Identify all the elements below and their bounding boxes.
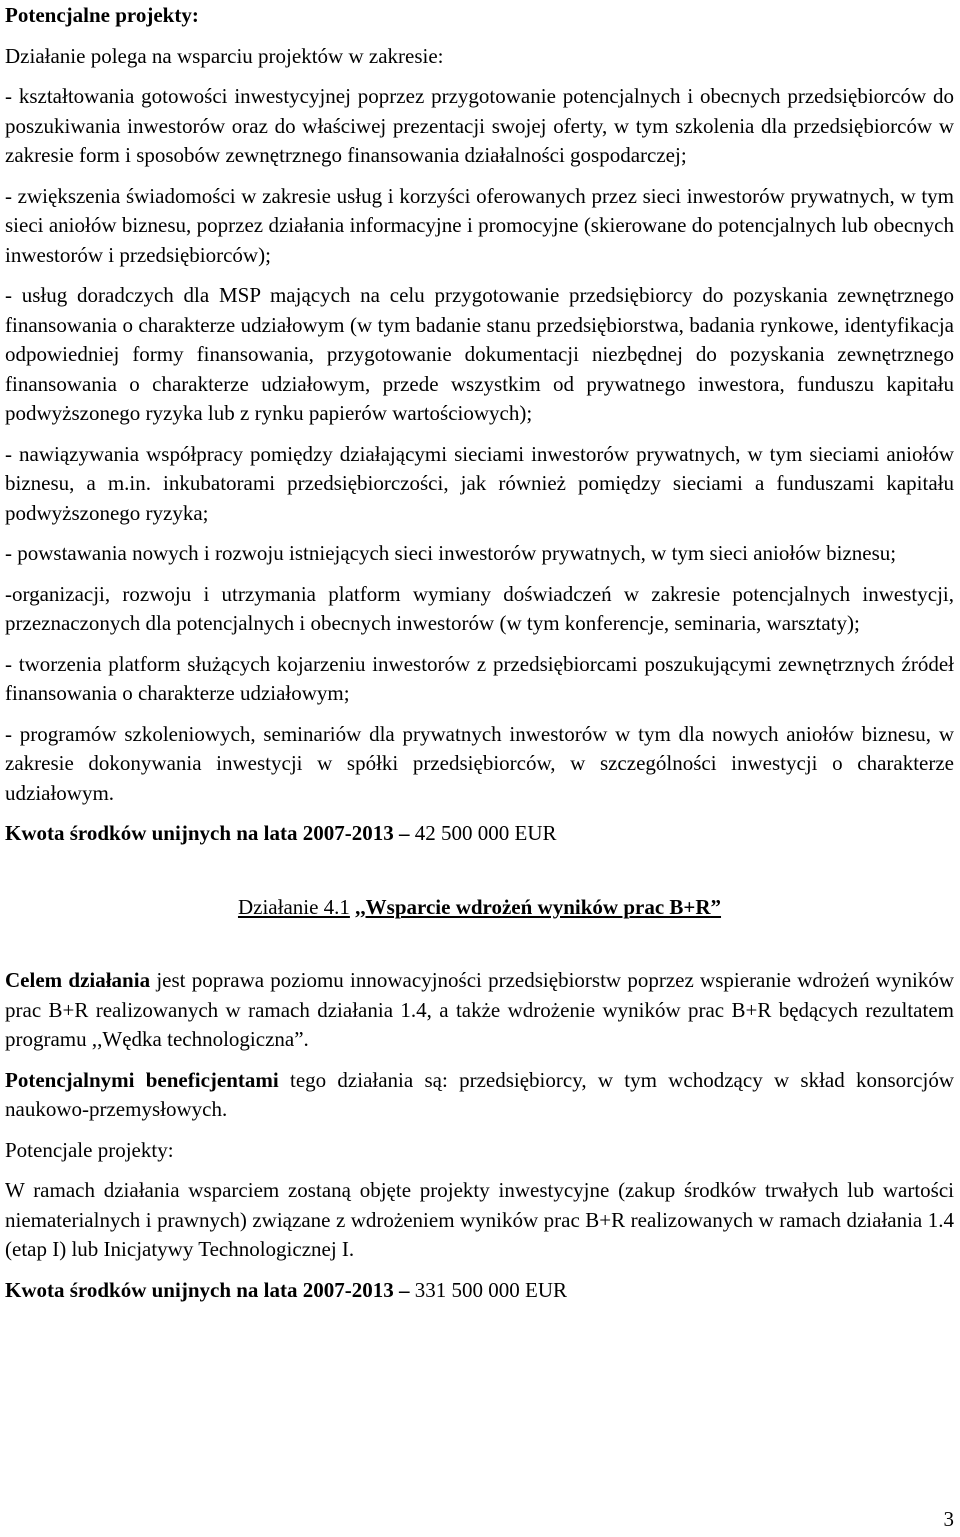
list-item: - tworzenia platform służących kojarzeniu inwestorów z przedsiębiorcami poszukującymi zewnętrznych źródeł finansowania o charakterze udziałowym;	[5, 651, 954, 705]
section-title: Potencjalne projekty:	[5, 3, 199, 27]
measure-heading	[5, 893, 954, 923]
measure-title-suffix: ”	[710, 894, 722, 919]
goal-paragraph	[5, 966, 954, 1055]
list-item: - kształtowania gotowości inwestycyjnej poprzez przygotowanie potencjalnych i obecnych przedsiębiorców do poszukiwania inwestorów oraz do właściwej prezentacji swojej oferty, w tym szkolenia dla przedsiębiorców w zakresie form i sposobów zewnętrznego finansowania działalności gospodarczej;	[5, 84, 954, 167]
measure-number: Działanie 4.1	[237, 894, 350, 919]
beneficiaries-text: tego działania są: przedsiębiorcy, w tym wchodzący w skład konsorcjów naukowo-przemysłowych.	[5, 1067, 954, 1121]
list-item: - powstawania nowych i rozwoju istniejących sieci inwestorów prywatnych, w tym sieci aniołów biznesu;	[5, 541, 897, 565]
funding-value: 331 500 000 EUR	[414, 1277, 567, 1302]
list-item: -organizacji, rozwoju i utrzymania platform wymiany doświadczeń w zakresie potencjalnych inwestycji, przeznaczonych dla potencjalnych i obecnych inwestorów (w tym konferencje, seminaria, warsztaty);	[5, 581, 954, 635]
section-intro: Działanie polega na wsparciu projektów w zakresie:	[5, 43, 444, 68]
funding-value: 42 500 000 EUR	[414, 821, 557, 845]
funding-label: Kwota środków unijnych na lata 2007-2013	[5, 821, 394, 845]
page-number: 3	[943, 1507, 954, 1531]
funding-dash: –	[399, 821, 410, 845]
projects-text: W ramach działania wsparciem zostaną objęte projekty inwestycyjne (zakup środków trwałych lub wartości niematerialnych i prawnych) związane z wdrożeniem wyników prac B+R realizowanych w ramach działania 1.4 (etap I) lub Inicjatywy Technologicznej I.	[5, 1178, 954, 1261]
goal-text: jest poprawa poziomu innowacyjności przedsiębiorstw poprzez wspieranie wdrożeń wyników prac B+R realizowanych w ramach działania 1.4, a także wdrożenie wyników prac B+R będących rezultatem programu ,,Wędka technologiczna”.	[5, 968, 954, 1051]
measure-title: ,,Wsparcie wdrożeń wyników prac B+R	[355, 894, 711, 919]
funding-dash: –	[399, 1277, 410, 1302]
projects-label: Potencjale projekty:	[5, 1137, 174, 1162]
funding-amount	[5, 1276, 954, 1306]
beneficiaries-paragraph	[5, 1066, 954, 1125]
beneficiaries-label: Potencjalnymi beneficjentami	[5, 1067, 279, 1092]
list-item: - nawiązywania współpracy pomiędzy działającymi sieciami inwestorów prywatnych, w tym sieciami aniołów biznesu, a m.in. inkubatorami przedsiębiorczości, jak również pomiędzy sieciami a funduszami kapitału podwyższonego ryzyka;	[5, 441, 954, 525]
goal-label: Celem działania	[5, 968, 151, 992]
list-item: - usług doradczych dla MSP mających na celu przygotowanie przedsiębiorcy do pozyskania zewnętrznego finansowania o charakterze udziałowym (w tym badanie stanu przedsiębiorstwa, badania rynkowe, identyfikacja odpowiedniej formy finansowania, przygotowanie dokumentacji niezbędnej do pozyskania zewnętrznego finansowania o charakterze udziałowym, przede wszystkim od prywatnego inwestora, funduszu kapitału podwyższonego ryzyka lub z rynku papierów wartościowych);	[5, 283, 954, 425]
list-item: - zwiększenia świadomości w zakresie usług i korzyści oferowanych przez sieci inwestorów prywatnych, w tym sieci aniołów biznesu, poprzez działania informacyjne i promocyjne (skierowane do potencjalnych lub obecnych inwestorów i przedsiębiorców);	[5, 183, 954, 267]
list-item: - programów szkoleniowych, seminariów dla prywatnych inwestorów w tym dla nowych aniołów biznesu, w zakresie dokonywania inwestycji w spółki przedsiębiorców, w szczególności inwestycji o charakterze udziałowym.	[5, 721, 954, 805]
funding-label: Kwota środków unijnych na lata 2007-2013	[5, 1277, 394, 1302]
funding-amount	[5, 819, 954, 849]
